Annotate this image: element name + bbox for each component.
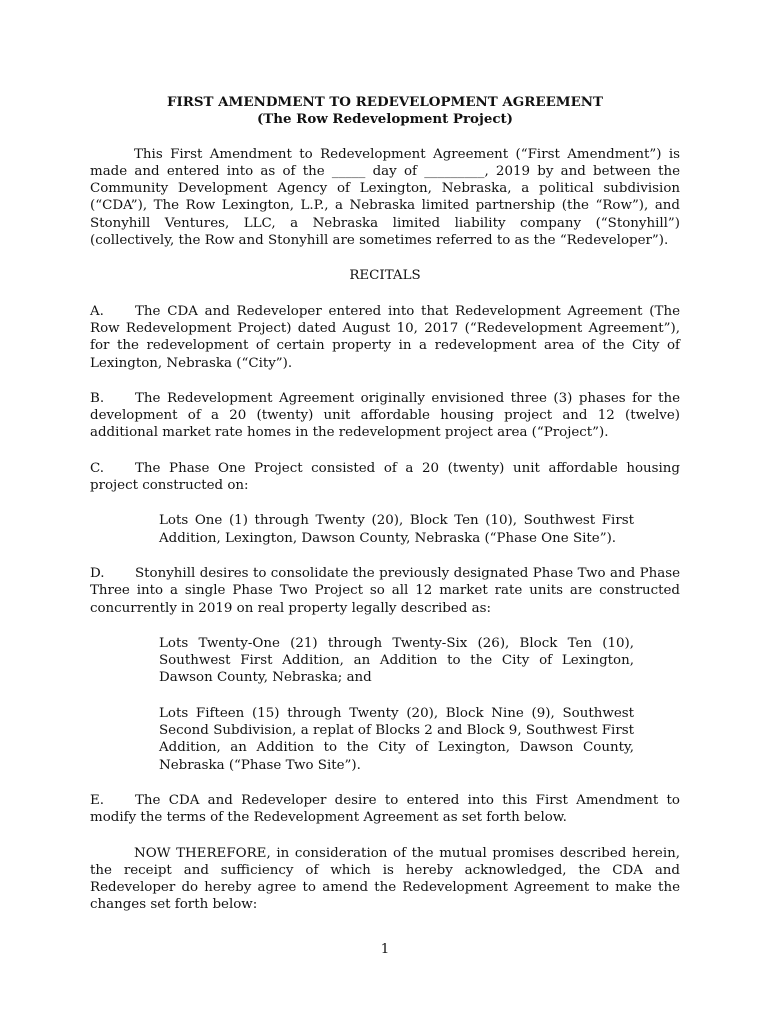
recitals-heading: RECITALS: [349, 268, 421, 284]
recital-c-text: The Phase One Project consisted of a 20 (twenty) unit affordable housing project constructed on:: [90, 460, 680, 494]
document-title: [90, 94, 680, 129]
phase-two-lots-block-ten: Lots Twenty-One (21) through Twenty-Six (26), Block Ten (10), Southwest First Addition, an Addition to the City of Lexington, Dawson County, Nebraska; and: [159, 635, 634, 686]
title-line-1: FIRST AMENDMENT TO REDEVELOPMENT AGREEMENT: [166, 94, 604, 110]
title-line-2: (The Row Redevelopment Project): [256, 111, 514, 128]
recital-b-text: The Redevelopment Agreement originally envisioned three (3) phases for the development of a 20 (twenty) unit affordable housing project and 12 (twelve) additional market rate homes in the redevelopment project area (“Project”).: [90, 390, 680, 441]
recital-c-letter: C.: [90, 460, 105, 476]
recital-a-letter: A.: [90, 303, 104, 319]
recital-a: [90, 303, 680, 372]
recital-b-letter: B.: [90, 390, 105, 406]
recital-c: [90, 460, 680, 495]
intro-paragraph: This First Amendment to Redevelopment Agreement (“First Amendment”) is made and entered into as of the _____ day of _________, 2019 by and between the Community Development Agency of Lexington, Nebraska, a political subdivision (“CDA”), The Row Lexington, L.P., a Nebraska limited partnership (the “Row”), and Stonyhill Ventures, LLC, a Nebraska limited liability company (“Stonyhill”) (collectively, the Row and Stonyhill are sometimes referred to as the “Redeveloper”).: [90, 146, 680, 249]
recital-e-letter: E.: [90, 792, 105, 808]
recital-e-text: The CDA and Redeveloper desire to entered into this First Amendment to modify the terms of the Redevelopment Agreement as set forth below.: [90, 792, 680, 826]
recital-d-letter: D.: [90, 565, 105, 581]
recital-e: [90, 792, 680, 827]
phase-one-site-description: Lots One (1) through Twenty (20), Block Ten (10), Southwest First Addition, Lexington, Dawson County, Nebraska (“Phase One Site”).: [159, 513, 634, 546]
now-therefore-paragraph: NOW THEREFORE, in consideration of the mutual promises described herein, the receipt and sufficiency of which is hereby acknowledged, the CDA and Redeveloper do hereby agree to amend the Redevelopment Agreement to make the changes set forth below:: [90, 845, 680, 913]
document-page: [90, 94, 680, 914]
recital-d: [90, 565, 680, 617]
recital-d-text: Stonyhill desires to consolidate the previously designated Phase Two and Phase Three into a single Phase Two Project so all 12 market rate units are constructed concurrently in 2019 on real property legally described as:: [90, 565, 680, 616]
recital-a-text: The CDA and Redeveloper entered into that Redevelopment Agreement (The Row Redevelopment Project) dated August 10, 2017 (“Redevelopment Agreement”), for the redevelopment of certain property in a redevelopment area of the City of Lexington, Nebraska (“City”).: [90, 303, 680, 371]
recital-b: [90, 390, 680, 442]
page-number: 1: [380, 942, 390, 957]
phase-two-lots-block-nine: Lots Fifteen (15) through Twenty (20), Block Nine (9), Southwest Second Subdivision, a replat of Blocks 2 and Block 9, Southwest First Addition, an Addition to the City of Lexington, Dawson County, Nebraska (“Phase Two Site”).: [159, 705, 634, 773]
